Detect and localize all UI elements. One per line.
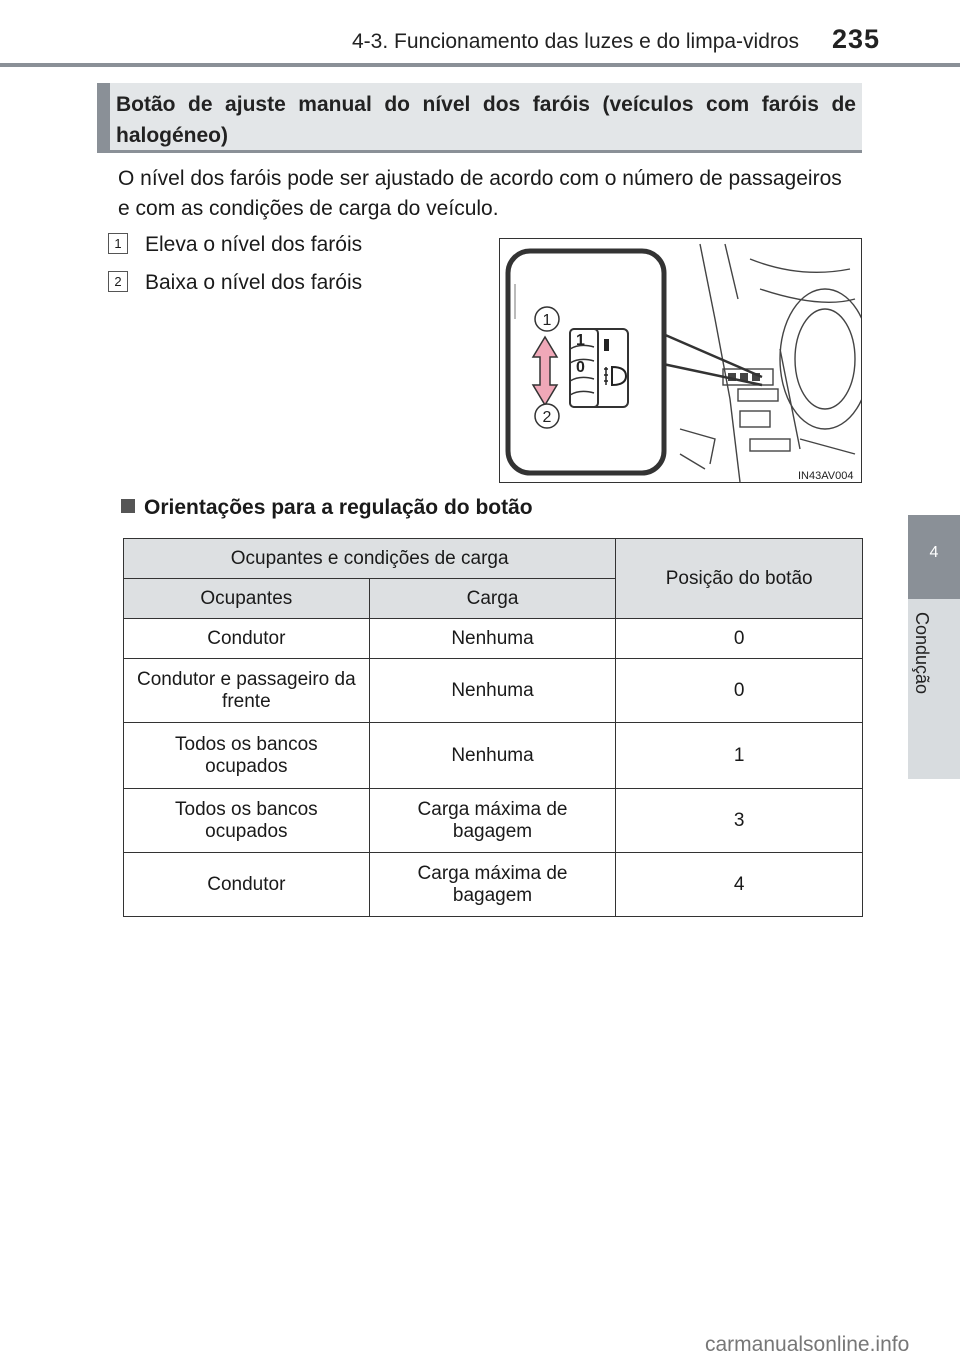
watermark: carmanualsonline.info	[705, 1333, 910, 1356]
item-text: Baixa o nível dos faróis	[145, 271, 363, 294]
page-number: 235	[832, 24, 881, 54]
callout-2: 2	[542, 409, 552, 426]
headlight-dial-illustration	[499, 238, 862, 483]
cell-occupants: Condutor	[124, 853, 370, 917]
dial-mark-upper: 1	[576, 332, 585, 349]
cell-occupants: Todos os bancos ocupados	[124, 723, 370, 789]
chapter-tab: 4	[908, 515, 960, 599]
cell-load: Carga máxima de bagagem	[369, 789, 616, 853]
list-item	[108, 233, 362, 257]
cell-position: 0	[616, 619, 863, 659]
figure-code: IN43AV004	[798, 470, 854, 482]
header-occupants: Ocupantes	[124, 579, 370, 619]
adjustment-table	[123, 538, 863, 917]
cell-occupants: Condutor	[124, 619, 370, 659]
header-load: Carga	[369, 579, 616, 619]
callout-1: 1	[542, 312, 552, 329]
cell-position: 0	[616, 659, 863, 723]
header-position: Posição do botão	[616, 539, 863, 619]
subsection-heading	[121, 496, 533, 520]
dashboard-drawing	[500, 239, 861, 482]
section-heading: Botão de ajuste manual do nível dos faróis (veículos com faróis de halogéneo)	[116, 93, 856, 147]
table-row	[124, 619, 863, 659]
table-row	[124, 789, 863, 853]
cell-occupants: Condutor e passageiro da frente	[124, 659, 370, 723]
chapter-tab-label: Condução	[912, 612, 932, 695]
dial-mark-lower: 0	[576, 359, 585, 376]
cell-occupants: Todos os bancos ocupados	[124, 789, 370, 853]
item-text: Eleva o nível dos faróis	[145, 233, 363, 256]
table-row	[124, 853, 863, 917]
item-number: 1	[108, 233, 128, 254]
cell-position: 3	[616, 789, 863, 853]
square-bullet-icon	[121, 499, 135, 513]
table-row	[124, 723, 863, 789]
cell-load: Nenhuma	[369, 659, 616, 723]
cell-load: Nenhuma	[369, 723, 616, 789]
cell-load: Nenhuma	[369, 619, 616, 659]
running-header-title: 4-3. Funcionamento das luzes e do limpa-vidros	[352, 30, 800, 53]
header-rule	[0, 63, 960, 67]
list-item	[108, 271, 362, 295]
item-number: 2	[108, 271, 128, 292]
cell-position: 1	[616, 723, 863, 789]
table-row	[124, 659, 863, 723]
cell-load: Carga máxima de bagagem	[369, 853, 616, 917]
section-heading-box	[97, 83, 862, 153]
cell-position: 4	[616, 853, 863, 917]
intro-paragraph: O nível dos faróis pode ser ajustado de acordo com o número de passageiros e com as condições de carga do veículo.	[118, 167, 842, 220]
header-group: Ocupantes e condições de carga	[124, 539, 616, 579]
subsection-heading-text: Orientações para a regulação do botão	[144, 496, 533, 519]
